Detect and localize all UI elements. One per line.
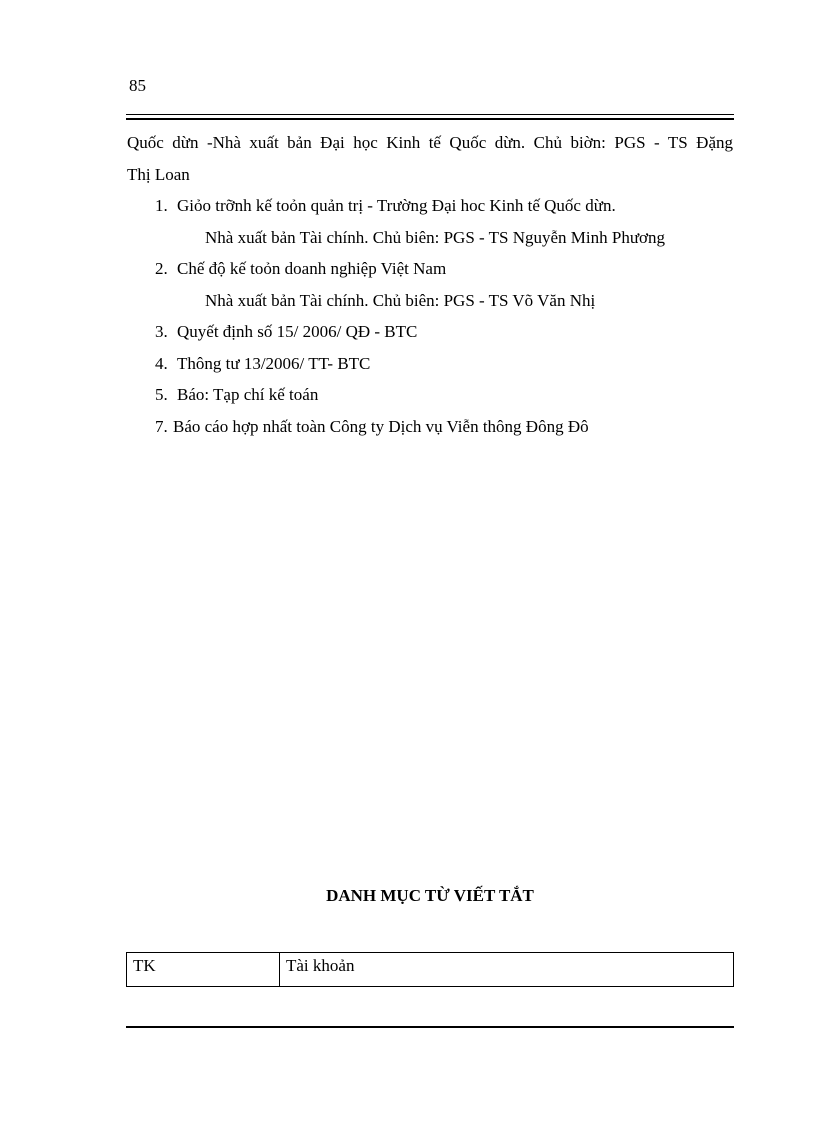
reference-intro-line1: Quốc dừn -Nhà xuất bản Đại học Kinh tế Quốc dừn. Chủ biờn: PGS - TS Đặng: [127, 133, 733, 152]
reference-text: Thông tư 13/2006/ TT- BTC: [177, 353, 371, 373]
reference-number: 4.: [155, 353, 168, 373]
reference-text: Báo: Tạp chí kế toán: [177, 385, 319, 404]
reference-publisher: Nhà xuất bản Tài chính. Chủ biên: PGS - TS Nguyễn Minh Phương: [205, 227, 666, 247]
abbreviations-title: DANH MỤC TỪ VIẾT TẮT: [326, 886, 534, 905]
reference-intro-line2: Thị Loan: [127, 164, 190, 184]
reference-number: 7.: [155, 416, 168, 436]
reference-number: 5.: [155, 385, 168, 404]
table-row: [127, 953, 734, 987]
reference-number: 1.: [155, 196, 168, 215]
header-rule: [126, 114, 734, 120]
reference-text: Quyết định số 15/ 2006/ QĐ - BTC: [177, 322, 418, 341]
reference-text: Báo cáo hợp nhất toàn Công ty Dịch vụ Viễn thông Đông Đô: [173, 416, 589, 436]
reference-item-1: [127, 190, 733, 253]
reference-text: Chế độ kế toỏn doanh nghiệp Việt Nam: [177, 259, 447, 278]
abbreviations-table: [126, 952, 734, 987]
abbreviation-cell: TK: [127, 953, 280, 987]
reference-text: Giỏo trỡnh kế toỏn quản trị - Trường Đại hoc Kinh tế Quốc dừn.: [177, 196, 616, 215]
reference-item-2: [127, 253, 733, 316]
reference-item-5: [127, 379, 733, 411]
footer-rule: [126, 1026, 734, 1028]
meaning-cell: Tài khoản: [280, 953, 734, 987]
reference-item-3: [127, 316, 733, 348]
reference-number: 2.: [155, 259, 168, 278]
reference-item-4: [127, 348, 733, 380]
reference-publisher: Nhà xuất bản Tài chính. Chủ biên: PGS - TS Võ Văn Nhị: [205, 290, 596, 310]
reference-list: [127, 127, 733, 442]
reference-number: 3.: [155, 322, 168, 341]
page-number: 85: [129, 76, 146, 95]
reference-item-7: [127, 411, 733, 443]
